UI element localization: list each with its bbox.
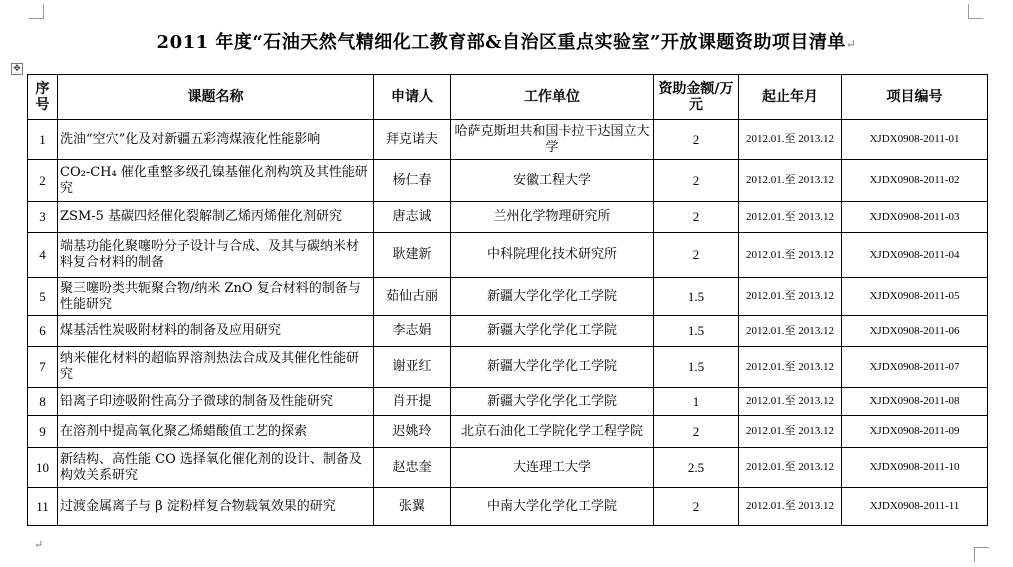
table-header-row <box>28 75 988 120</box>
cell-period: 2012.01.至 2013.12 <box>739 278 842 316</box>
cell-amount: 2 <box>654 416 739 448</box>
table-row <box>28 233 988 278</box>
cell-unit: 新疆大学化学化工学院 <box>451 278 654 316</box>
cell-period: 2012.01.至 2013.12 <box>739 316 842 347</box>
cell-applicant: 谢亚红 <box>374 347 451 388</box>
cell-unit: 中科院理化技术研究所 <box>451 233 654 278</box>
table-row <box>28 388 988 416</box>
cell-applicant: 耿建新 <box>374 233 451 278</box>
cell-no: 6 <box>28 316 58 347</box>
cell-code: XJDX0908-2011-10 <box>842 448 988 488</box>
cell-code: XJDX0908-2011-07 <box>842 347 988 388</box>
cell-topic: ZSM-5 基碳四烃催化裂解制乙烯丙烯催化剂研究 <box>58 202 374 233</box>
cell-period: 2012.01.至 2013.12 <box>739 416 842 448</box>
cell-no: 8 <box>28 388 58 416</box>
cell-topic: 洗油“空穴”化及对新疆五彩湾煤液化性能影响 <box>58 120 374 160</box>
page-corner-mark-top-right <box>968 4 983 19</box>
cell-topic: 在溶剂中提高氧化聚乙烯蜡酸值工艺的探索 <box>58 416 374 448</box>
cell-amount: 2 <box>654 202 739 233</box>
header-unit: 工作单位 <box>451 75 654 120</box>
cell-period: 2012.01.至 2013.12 <box>739 488 842 526</box>
header-topic: 课题名称 <box>58 75 374 120</box>
cell-applicant: 杨仁春 <box>374 160 451 202</box>
cell-topic: 铅离子印迹吸附性高分子微球的制备及性能研究 <box>58 388 374 416</box>
table-row <box>28 416 988 448</box>
document-title <box>0 28 1013 54</box>
cell-applicant: 李志娟 <box>374 316 451 347</box>
page-corner-mark-top-left <box>29 4 44 19</box>
cell-code: XJDX0908-2011-09 <box>842 416 988 448</box>
cell-unit: 哈萨克斯坦共和国卡拉干达国立大学 <box>451 120 654 160</box>
cell-code: XJDX0908-2011-01 <box>842 120 988 160</box>
cell-code: XJDX0908-2011-11 <box>842 488 988 526</box>
cell-no: 11 <box>28 488 58 526</box>
cell-period: 2012.01.至 2013.12 <box>739 233 842 278</box>
table-row <box>28 448 988 488</box>
table-row <box>28 160 988 202</box>
cell-applicant: 迟姚玲 <box>374 416 451 448</box>
cell-topic: 聚三噻吩类共轭聚合物/纳米 ZnO 复合材料的制备与性能研究 <box>58 278 374 316</box>
cell-unit: 新疆大学化学化工学院 <box>451 347 654 388</box>
cell-applicant: 肖开提 <box>374 388 451 416</box>
cell-amount: 1.5 <box>654 316 739 347</box>
cell-period: 2012.01.至 2013.12 <box>739 448 842 488</box>
cell-no: 4 <box>28 233 58 278</box>
header-amount: 资助金额/万元 <box>654 75 739 120</box>
cell-code: XJDX0908-2011-06 <box>842 316 988 347</box>
cell-amount: 1.5 <box>654 347 739 388</box>
page-corner-mark-bottom-right <box>974 547 989 562</box>
cell-no: 7 <box>28 347 58 388</box>
cell-code: XJDX0908-2011-04 <box>842 233 988 278</box>
cell-amount: 1 <box>654 388 739 416</box>
cell-code: XJDX0908-2011-02 <box>842 160 988 202</box>
cell-no: 3 <box>28 202 58 233</box>
cell-amount: 2 <box>654 488 739 526</box>
cell-amount: 2.5 <box>654 448 739 488</box>
cell-no: 5 <box>28 278 58 316</box>
cell-topic: 端基功能化聚噻吩分子设计与合成、及其与碳纳米材料复合材料的制备 <box>58 233 374 278</box>
header-applicant: 申请人 <box>374 75 451 120</box>
cell-no: 9 <box>28 416 58 448</box>
cell-code: XJDX0908-2011-05 <box>842 278 988 316</box>
cell-unit: 兰州化学物理研究所 <box>451 202 654 233</box>
cell-topic: 新结构、高性能 CO 选择氧化催化剂的设计、制备及构效关系研究 <box>58 448 374 488</box>
table-move-handle-icon[interactable]: ✥ <box>11 63 23 75</box>
cell-topic: 纳米催化材料的超临界溶剂热法合成及其催化性能研究 <box>58 347 374 388</box>
cell-period: 2012.01.至 2013.12 <box>739 388 842 416</box>
cell-amount: 1.5 <box>654 278 739 316</box>
project-table <box>27 74 988 526</box>
cell-applicant: 茹仙古丽 <box>374 278 451 316</box>
table-row <box>28 278 988 316</box>
paragraph-mark-icon: ↵ <box>34 538 44 551</box>
cell-topic: CO₂-CH₄ 催化重整多级孔镍基催化剂构筑及其性能研究 <box>58 160 374 202</box>
cell-applicant: 张翼 <box>374 488 451 526</box>
cell-unit: 安徽工程大学 <box>451 160 654 202</box>
document-title-text: 2011 年度“石油天然气精细化工教育部&自治区重点实验室”开放课题资助项目清单 <box>156 32 846 53</box>
cell-unit: 新疆大学化学化工学院 <box>451 316 654 347</box>
table-row <box>28 347 988 388</box>
table-row <box>28 316 988 347</box>
cell-amount: 2 <box>654 233 739 278</box>
cell-unit: 中南大学化学化工学院 <box>451 488 654 526</box>
header-code: 项目编号 <box>842 75 988 120</box>
cell-topic: 过渡金属离子与 β 淀粉样复合物载氧效果的研究 <box>58 488 374 526</box>
header-period: 起止年月 <box>739 75 842 120</box>
cell-period: 2012.01.至 2013.12 <box>739 202 842 233</box>
cell-topic: 煤基活性炭吸附材料的制备及应用研究 <box>58 316 374 347</box>
table-row <box>28 202 988 233</box>
cell-applicant: 赵忠奎 <box>374 448 451 488</box>
cell-period: 2012.01.至 2013.12 <box>739 160 842 202</box>
cell-applicant: 拜克诺夫 <box>374 120 451 160</box>
cell-unit: 北京石油化工学院化学工程学院 <box>451 416 654 448</box>
cell-unit: 新疆大学化学化工学院 <box>451 388 654 416</box>
cell-period: 2012.01.至 2013.12 <box>739 120 842 160</box>
cell-code: XJDX0908-2011-03 <box>842 202 988 233</box>
cell-no: 2 <box>28 160 58 202</box>
cell-unit: 大连理工大学 <box>451 448 654 488</box>
cell-period: 2012.01.至 2013.12 <box>739 347 842 388</box>
paragraph-mark-icon: ↵ <box>845 37 857 51</box>
table-row <box>28 488 988 526</box>
cell-amount: 2 <box>654 160 739 202</box>
cell-no: 1 <box>28 120 58 160</box>
header-no: 序号 <box>28 75 58 120</box>
cell-no: 10 <box>28 448 58 488</box>
cell-code: XJDX0908-2011-08 <box>842 388 988 416</box>
cell-amount: 2 <box>654 120 739 160</box>
table-row <box>28 120 988 160</box>
cell-applicant: 唐志诚 <box>374 202 451 233</box>
